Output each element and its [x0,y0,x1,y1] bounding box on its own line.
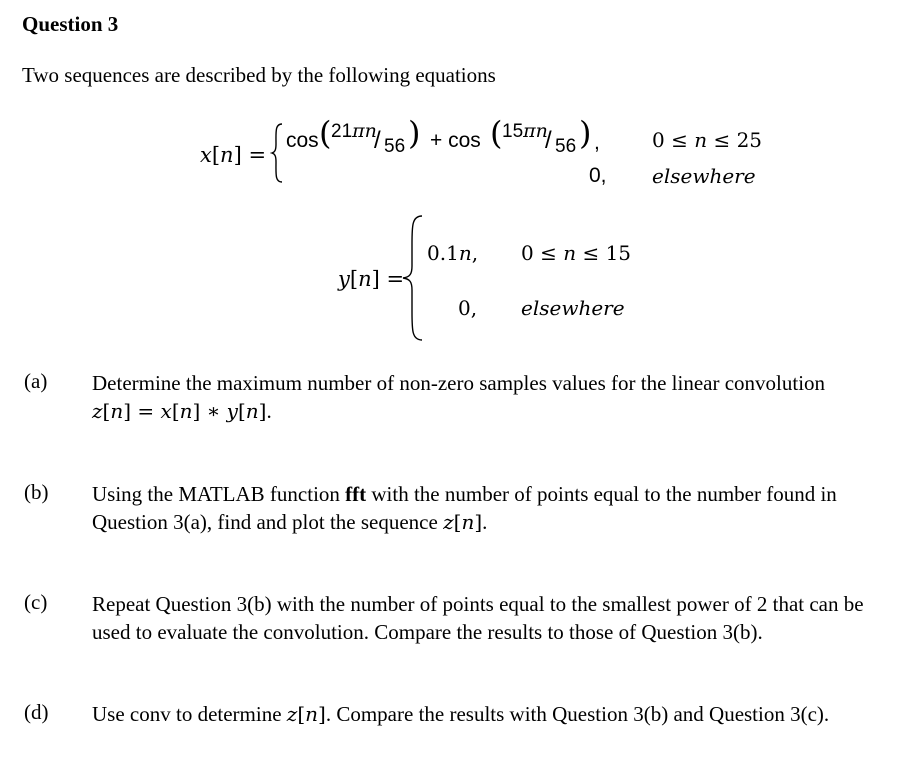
eq-y-row1-cond: 0 ≤ n ≤ 15 [521,241,632,265]
eq-x-cos1: cos [286,129,319,152]
eq-x-arg1-num: 21πn [331,120,377,142]
part-c-text [92,590,892,646]
eq-y-brace [400,214,424,342]
part-c-label: (c) [24,590,48,614]
eq-x-row2-value: 0, [589,164,607,187]
eq-y-row1-value: 0.1n, [427,241,479,265]
eq-x-brace [270,122,284,184]
part-d-text-1: Use conv to determine [92,702,287,726]
part-b-text-2: with the number of points equal to the number found in Question 3(a), find and plot the sequence [92,482,837,534]
eq-x-comma: , [594,131,600,154]
part-b-fft: fft [345,482,367,506]
eq-x-lhs: x[n] = [200,143,267,167]
part-a-math: z[n] = x[n] ∗ y[n] [92,399,267,423]
eq-x-paren-open-1: ( [319,114,332,152]
part-a-text [92,369,892,425]
part-b-label: (b) [24,480,49,504]
part-a-text-1: Determine the maximum number of non-zero samples values for the linear convolution [92,371,826,395]
part-b-text-3: . [482,510,488,534]
part-a-label: (a) [24,369,48,393]
part-d-text-2: . Compare the results with Question 3(b) and Question 3(c). [325,702,830,726]
question-title: Question 3 [22,12,119,36]
eq-x-arg1-den: 56 [384,136,406,157]
eq-x-slash-1: / [374,127,381,154]
part-a-text-2: . [266,399,272,423]
part-d-label: (d) [24,700,49,724]
part-b-text-1: Using the MATLAB function [92,482,346,506]
intro-text: Two sequences are described by the following equations [22,63,496,87]
eq-y-lhs: y[n] = [338,267,405,291]
eq-x-paren-open-2: ( [490,114,503,152]
eq-y-row2-value: 0, [458,296,478,320]
eq-x-arg2-num: 15πn [502,120,548,142]
eq-x-paren-close-2: ) [579,114,592,152]
eq-x-arg2-den: 56 [555,136,577,157]
eq-x-paren-close-1: ) [408,114,421,152]
eq-x-plus-cos: + cos [430,129,481,152]
part-b-math: z[n] [443,510,483,534]
eq-x-row2-cond: elsewhere [652,164,756,188]
part-c-text-1: Repeat Question 3(b) with the number of points equal to the smallest power of 2 that can be used to evaluate the convolution. Compare the results to those of Question 3(b). [92,592,864,644]
part-d-math: z[n] [286,702,326,726]
eq-x-row1-cond: 0 ≤ n ≤ 25 [652,128,763,152]
part-b-text [92,480,892,536]
eq-y-row2-cond: elsewhere [521,296,625,320]
part-d-text [92,700,892,728]
eq-x-slash-2: / [545,127,552,154]
